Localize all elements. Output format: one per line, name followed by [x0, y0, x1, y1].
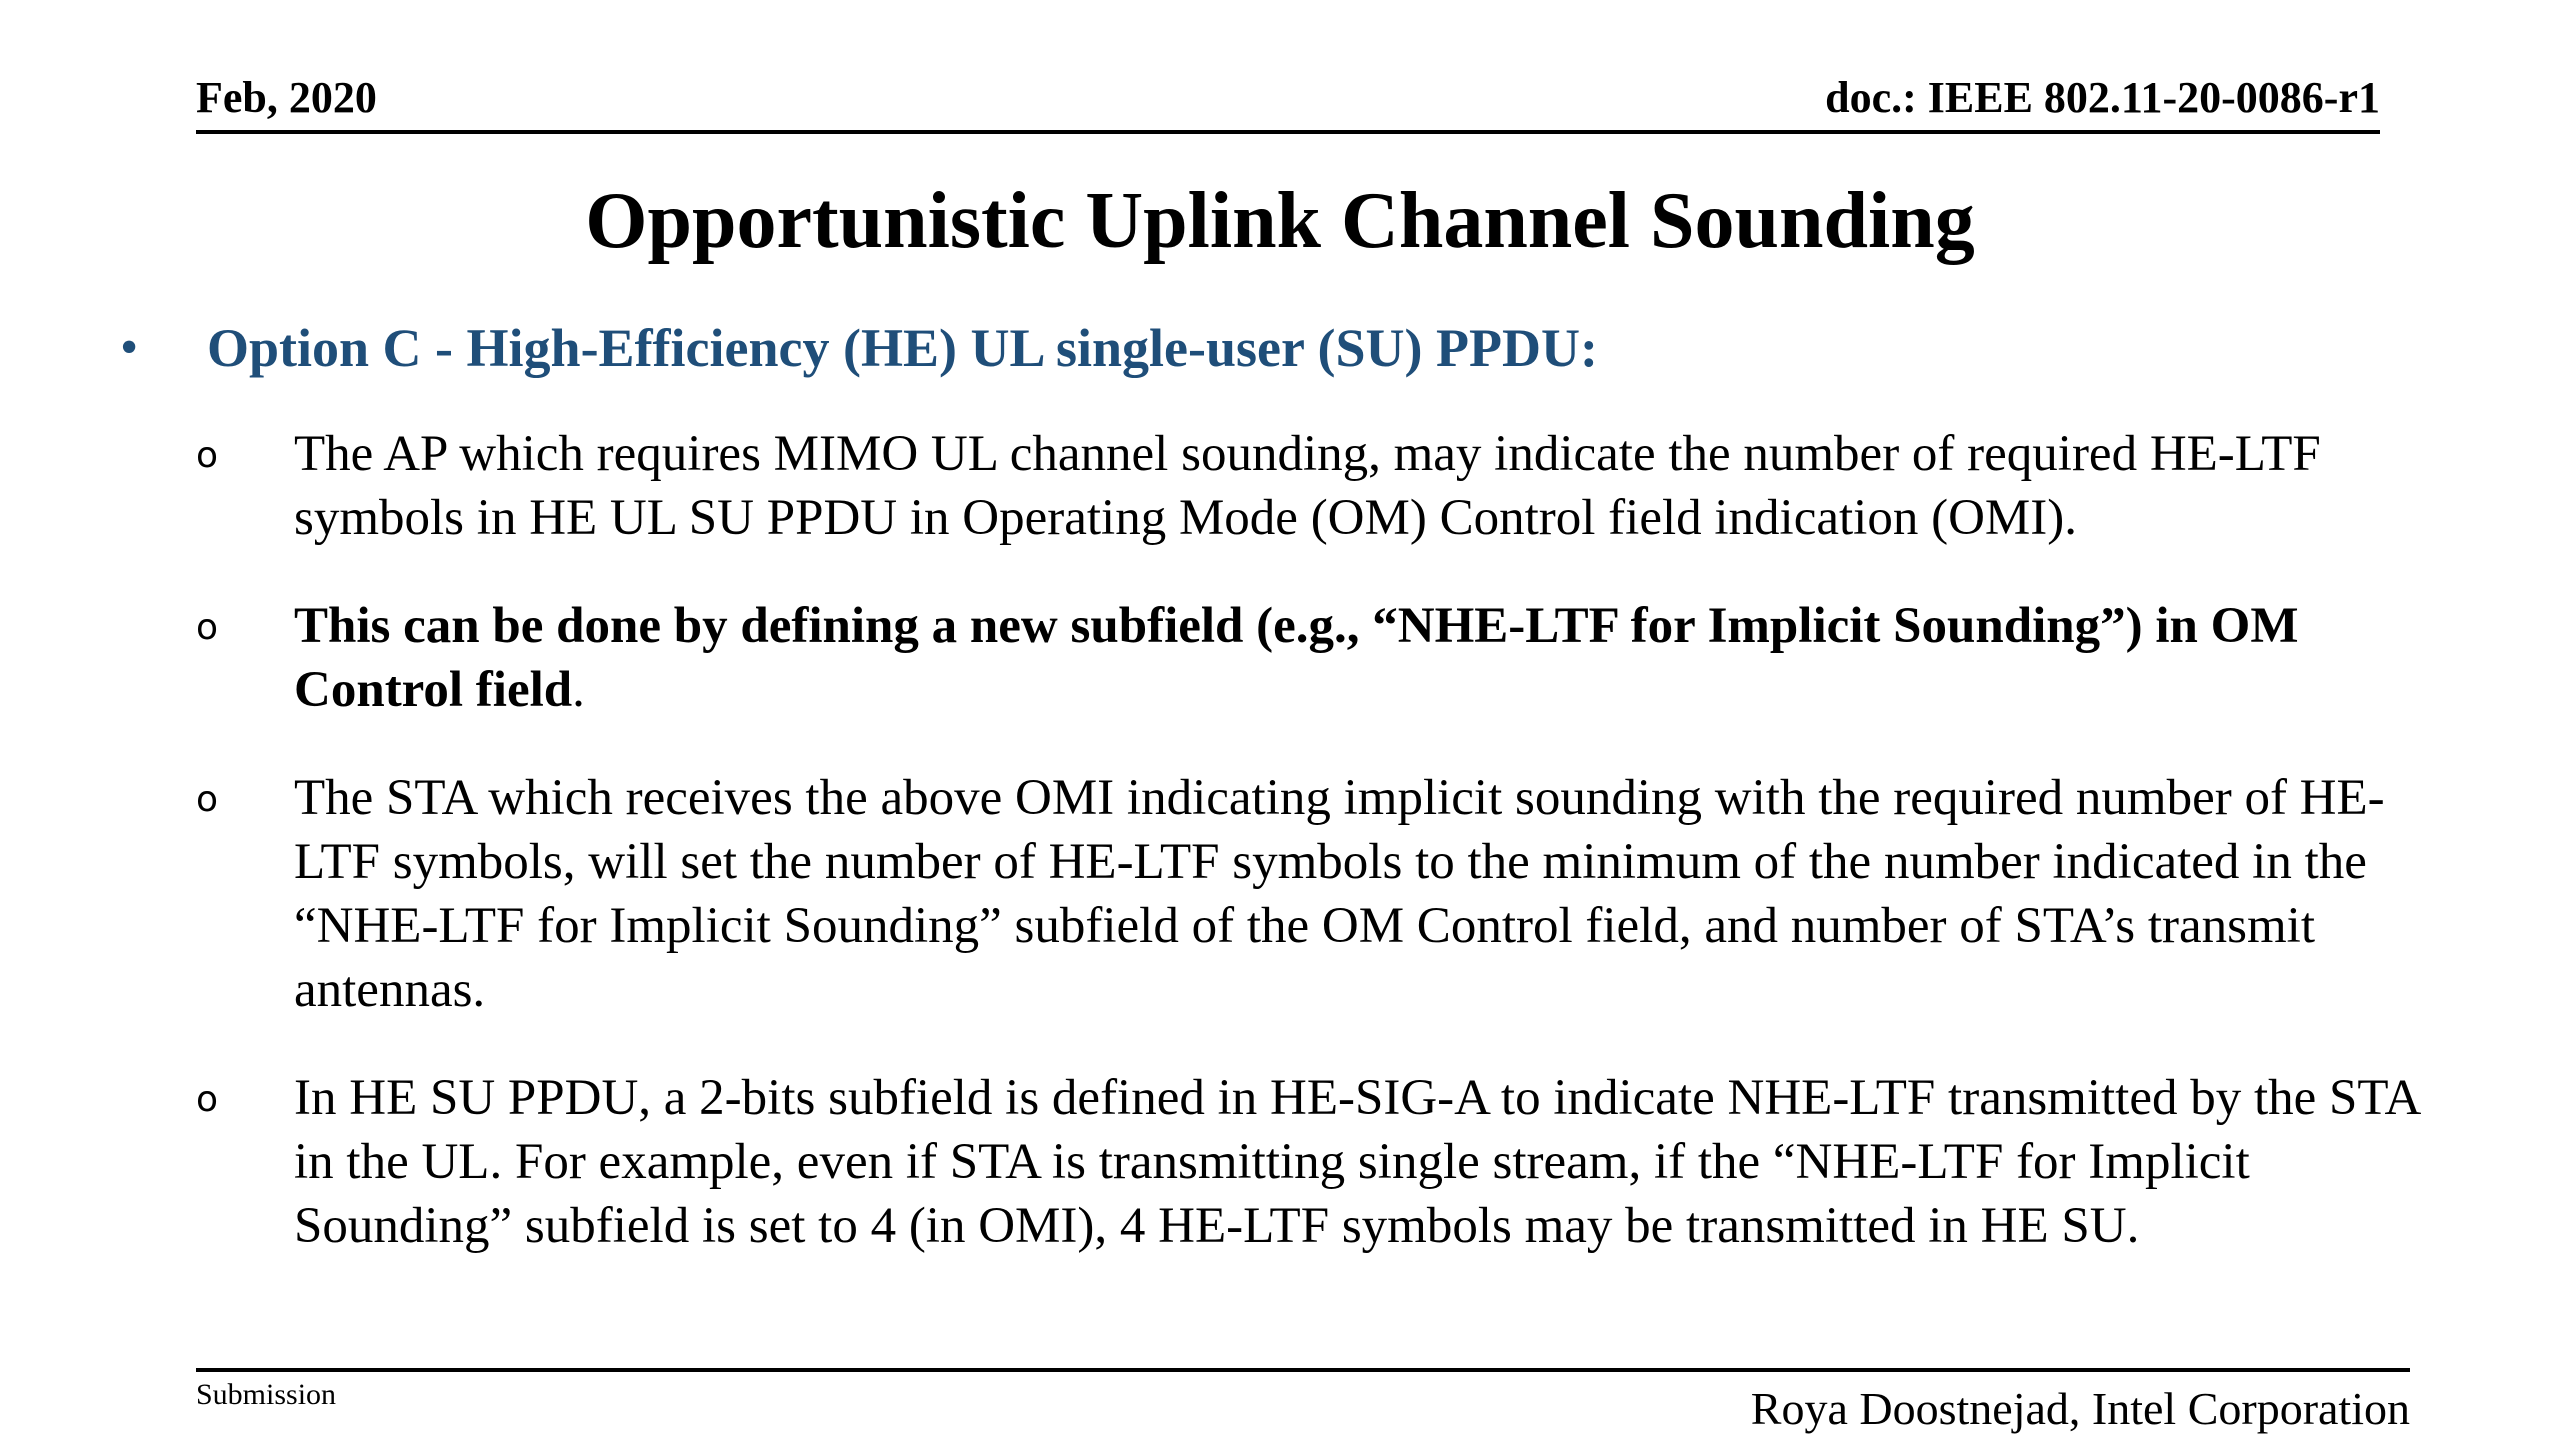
sub-bullet-text: The STA which receives the above OMI indicating implicit sounding with the required number of HE-LTF symbols, will set the number of HE-LTF symbols to the minimum of the number indicated in the “NHE-LTF for Implicit Sounding” subfield of the OM Control field, and number of STA’s transmit antennas. [294, 770, 2385, 1018]
sub-bullet-text [294, 594, 2446, 722]
sub-bullet-item [196, 1066, 2446, 1258]
footer-submission: Submission [196, 1378, 337, 1411]
sub-bullet-bold-text: This can be done by defining a new subfield (e.g., “NHE-LTF for Implicit Sounding”) in OM Control field [294, 598, 2299, 718]
slide-footer [196, 1368, 2410, 1442]
slide-header [196, 68, 2380, 134]
sub-bullet-item [196, 422, 2446, 550]
sub-bullet-item [196, 766, 2446, 1022]
header-doc-id: doc.: IEEE 802.11-20-0086-r1 [1825, 73, 2380, 122]
sub-bullet-tail-text: . [572, 662, 585, 718]
bullet-icon: • [120, 319, 139, 376]
circle-bullet-icon: o [196, 1079, 219, 1120]
main-bullet-text: Option C - High-Efficiency (HE) UL single-user (SU) PPDU: [207, 318, 1598, 378]
main-bullet [120, 318, 2420, 378]
circle-bullet-icon: o [196, 435, 219, 476]
sub-bullet-item [196, 594, 2446, 722]
footer-author: Roya Doostnejad, Intel Corporation [1750, 1383, 2410, 1434]
sub-bullet-text: The AP which requires MIMO UL channel sounding, may indicate the number of required HE-LTF symbols in HE UL SU PPDU in Operating Mode (OM) Control field indication (OMI). [294, 426, 2321, 546]
header-date: Feb, 2020 [196, 73, 377, 122]
sub-bullet-list [196, 422, 2446, 1302]
sub-bullet-text: In HE SU PPDU, a 2-bits subfield is defined in HE-SIG-A to indicate NHE-LTF transmitted by the STA in the UL. For example, even if STA is transmitting single stream, if the “NHE-LTF for Implicit Sounding” subfield is set to 4 (in OMI), 4 HE-LTF symbols may be transmitted in HE SU. [294, 1070, 2419, 1254]
circle-bullet-icon: o [196, 607, 219, 648]
circle-bullet-icon: o [196, 779, 219, 820]
slide-title: Opportunistic Uplink Channel Sounding [585, 177, 1975, 265]
